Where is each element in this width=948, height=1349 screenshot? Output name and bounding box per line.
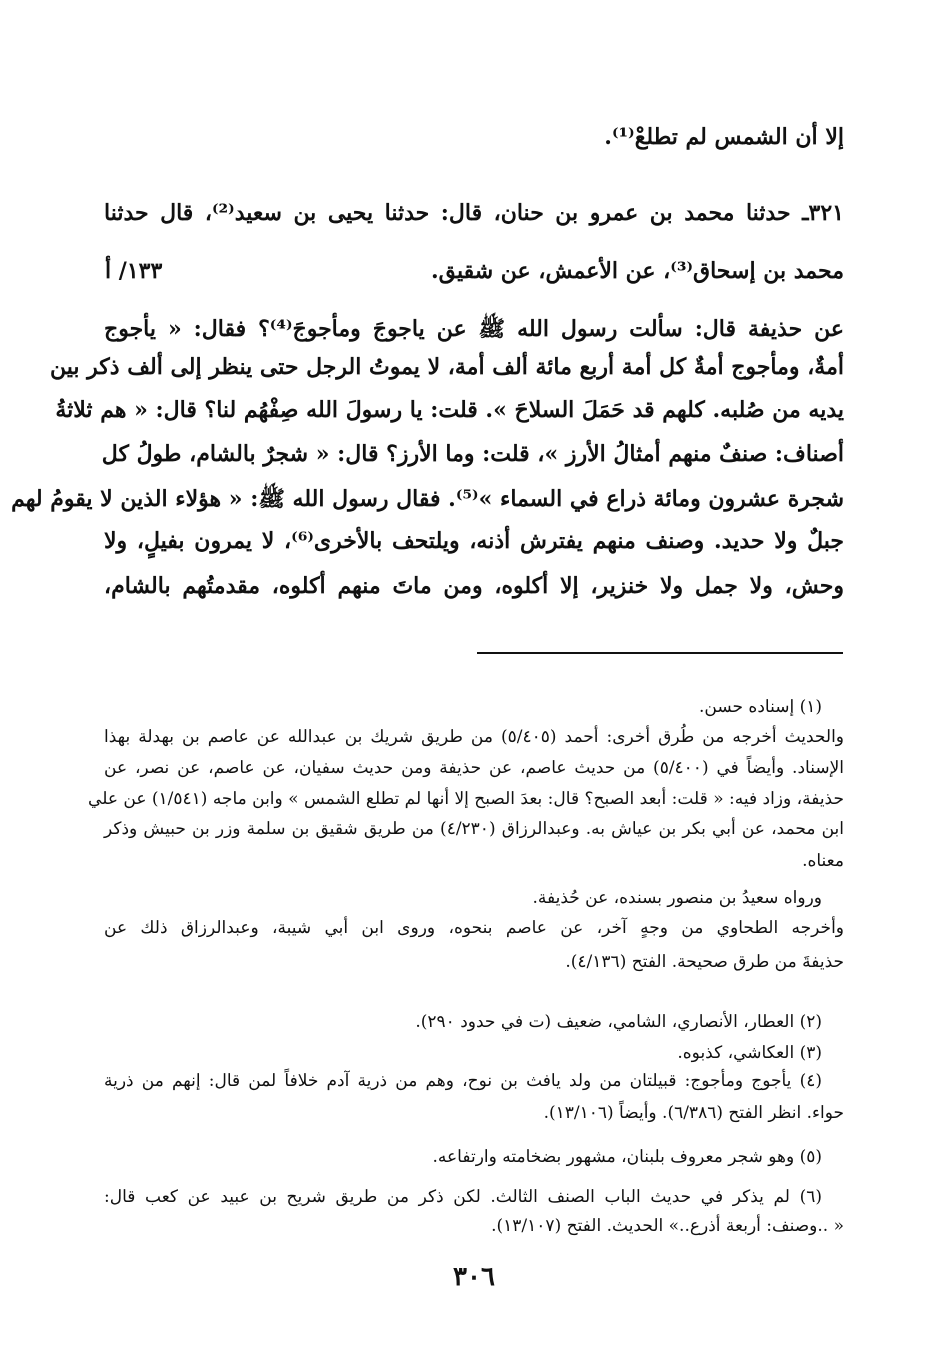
footnote-1-line-1: (١) إسناده حسن. [699,697,822,717]
footnote-5: (٥) وهو شجر معروف بلبنان، مشهور بضخامته وارتفاعه. [432,1147,822,1167]
footnote-1-line-8: وأخرجه الطحاوي من وجهٍ آخر، عن عاصم بنحوه، وروى ابن أبي شيبة، وعبدالرزاق ذلك عن [104,918,844,938]
footnote-2: (٢) العطار، الأنصاري، الشامي، ضعيف (ت في حدود ٢٩٠). [415,1012,822,1032]
main-text-line-9: جبلٌ ولا حديد. وصنف منهم يفترش أذنه، ويلتحف بالأخرى⁽⁶⁾، لا يمرون بفيلٍ، ولا [104,528,844,554]
footnote-1-line-3: الإسناد. وأيضاً في (٥/٤٠٠) من حديث عاصم، عن حذيفة ومن حديث سفيان، عن عاصم، عن نصر، عن [104,758,845,778]
footnote-3: (٣) العكاشي، كذبوه. [677,1043,822,1063]
footnote-1-line-2: والحديث أخرجه من طُرق أخرى: أحمد (٥/٤٠٥) من طريق شريك بن عبدالله عن عاصم بن بهدلة بهذا [104,727,845,747]
footnote-divider [477,652,843,654]
main-text-line-2: ٣٢١ـ حدثنا محمد بن عمرو بن حنان، قال: حدثنا يحيى بن سعيد⁽²⁾، قال حدثنا [104,200,844,226]
main-text-line-8: شجرة عشرون ومائة ذراع في السماء »⁽⁵⁾. فقال رسول الله ﷺ: « هؤلاء الذين لا يقومُ لهم [11,486,844,512]
footnote-1-line-9: حذيفةَ من طرق صحيحة. الفتح (٤/١٣٦). [565,952,844,972]
footnote-1-line-6: معناه. [802,851,844,871]
main-text-line-6: يديه من صُلبه. كلهم قد حَمَلَ السلاحَ ». قلت: يا رسولَ الله صِفْهُم لنا؟ قال: « هم ثلاثةُ [55,397,844,423]
main-text-line-1: إلا أن الشمس لم تطلعْ⁽¹⁾. [604,124,844,150]
page-number: ٣٠٦ [453,1262,495,1292]
main-text-line-10: وحش، ولا جمل ولا خنزير، إلا أكلوه، ومن ماتَ منهم أكلوه، مقدمتُهم بالشام، [104,573,844,599]
footnote-6-line-2: « ..وصنف: أربعة أذرع..» الحديث. الفتح (١٣/١٠٧). [491,1216,844,1236]
footnote-6-line-1: (٦) لم يذكر في حديث الباب الصنف الثالث. لكن ذكر من طريق شريح بن عبيد عن كعب قال: [104,1187,822,1207]
footnote-4-line-2: حواء. انظر الفتح (٦/٣٨٦). وأيضاً (١٣/١٠٦). [543,1103,844,1123]
main-text-line-4: عن حذيفة قال: سألت رسول الله ﷺ عن ياجوجَ ومأجوجَ⁽⁴⁾؟ فقال: « يأجوج [104,316,845,342]
footnote-1-line-5: ابن محمد، عن أبي بكر بن عياش به. وعبدالرزاق (٤/٢٣٠) من طريق شقيق بن سلمة وزر بن حبيش وذكر [104,819,844,839]
footnote-1-line-7: ورواه سعيدُ بن منصور بسنده، عن حُذيفة. [532,888,822,908]
manuscript-folio-marker: ١٣٣/ أ [105,258,163,284]
main-text-line-7: أصناف: صنفٌ منهم أمثالُ الأرز »، قلت: وما الأرز؟ قال: « شجرٌ بالشام، طولُ كل [101,441,844,467]
footnote-4-line-1: (٤) يأجوج ومأجوج: قبيلتان من ولد يافث بن نوح، وهم من ذرية آدم خلافاً لمن قال: إنهم من ذرية [104,1071,822,1091]
main-text-line-5: أمةٌ، ومأجوج أمةٌ كل أمة أربع مائة ألف أمة، لا يموتُ الرجل حتى ينظر إلى ألف ذكر بين [49,354,844,380]
main-text-line-3: محمد بن إسحاق⁽³⁾، عن الأعمش، عن شقيق. [430,258,844,284]
footnote-1-line-4: حذيفة، وزاد فيه: « قلت: أبعد الصبح؟ قال: بعدَ الصبح إلا أنها لم تطلع الشمس » وابن ماجه (١/٥٤١) عن علي [88,789,844,809]
